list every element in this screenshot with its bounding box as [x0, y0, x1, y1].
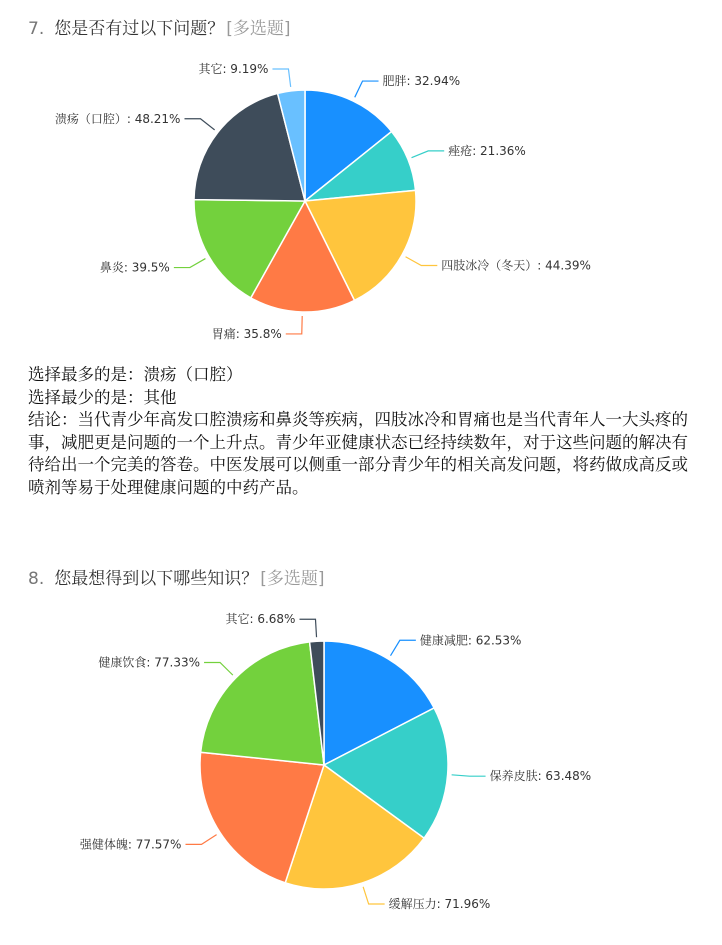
pie-1-leader-5	[184, 119, 214, 130]
question-8-text: 您最想得到以下哪些知识？	[54, 569, 259, 589]
question-8-number: 8.	[28, 569, 45, 589]
pie-chart-1	[0, 40, 722, 360]
pie-1-leader-1	[412, 151, 445, 158]
pie-1-leader-4	[174, 259, 206, 268]
pie-2-leader-2	[363, 887, 385, 904]
pie-1-leader-6	[272, 69, 290, 87]
pie-1-leader-0	[355, 81, 379, 97]
pie-2-slice-4	[201, 642, 324, 765]
pie-chart-2	[0, 595, 722, 945]
pie-1-leader-2	[406, 257, 438, 266]
summary-least: 选择最少的是：其他	[28, 387, 177, 407]
pie-2-leader-4	[204, 662, 233, 675]
summary-text	[28, 364, 698, 499]
pie-1-label-4: 鼻炎: 39.5%	[99, 260, 170, 275]
pie-2-leader-0	[391, 640, 416, 655]
pie-1-label-3: 胃痛: 35.8%	[211, 326, 282, 341]
pie-1-label-2: 四肢冰冷（冬天）: 44.39%	[441, 258, 591, 273]
pie-2-label-5: 其它: 6.68%	[225, 612, 296, 627]
pie-2-label-2: 缓解压力: 71.96%	[388, 897, 491, 912]
summary-most: 选择最多的是：溃疡（口腔）	[28, 365, 243, 384]
summary-conclusion: 结论：当代青少年高发口腔溃疡和鼻炎等疾病，四肢冰冷和胃痛也是当代青年人一大头疼的事，减肥更是问题的一个上升点。青少年亚健康状态已经持续数年，对于这些问题的解决有待给出一个完美的答卷。中医发展可以侧重一部分青少年的相关高发问题，将药做成高反或喷剂等易于处理健康问题的中药产品。	[28, 410, 688, 497]
pie-2-label-4: 健康饮食: 77.33%	[98, 655, 201, 670]
pie-1-label-0: 肥胖: 32.94%	[382, 74, 461, 89]
pie-2-leader-1	[452, 775, 486, 776]
pie-1-label-5: 溃疡（口腔）: 48.21%	[54, 111, 181, 126]
pie-1-label-1: 痤疮: 21.36%	[448, 143, 526, 158]
question-7-number: 7.	[28, 19, 45, 39]
question-8-tag: [多选题]	[260, 569, 325, 589]
pie-chart-2-container	[0, 595, 722, 945]
question-7-text: 您是否有过以下问题？	[54, 19, 225, 39]
pie-1-label-6: 其它: 9.19%	[198, 62, 269, 77]
question-7-title	[28, 14, 291, 39]
question-7-tag: [多选题]	[226, 19, 291, 39]
pie-2-label-1: 保养皮肤: 63.48%	[489, 769, 592, 784]
pie-2-label-3: 强健体魄: 77.57%	[79, 837, 182, 852]
pie-2-leader-5	[299, 619, 316, 637]
pie-2-leader-3	[185, 835, 216, 845]
pie-chart-1-container	[0, 40, 722, 360]
question-8-title	[28, 564, 325, 589]
pie-2-label-0: 健康减肥: 62.53%	[419, 633, 522, 648]
pie-1-leader-3	[286, 316, 302, 334]
